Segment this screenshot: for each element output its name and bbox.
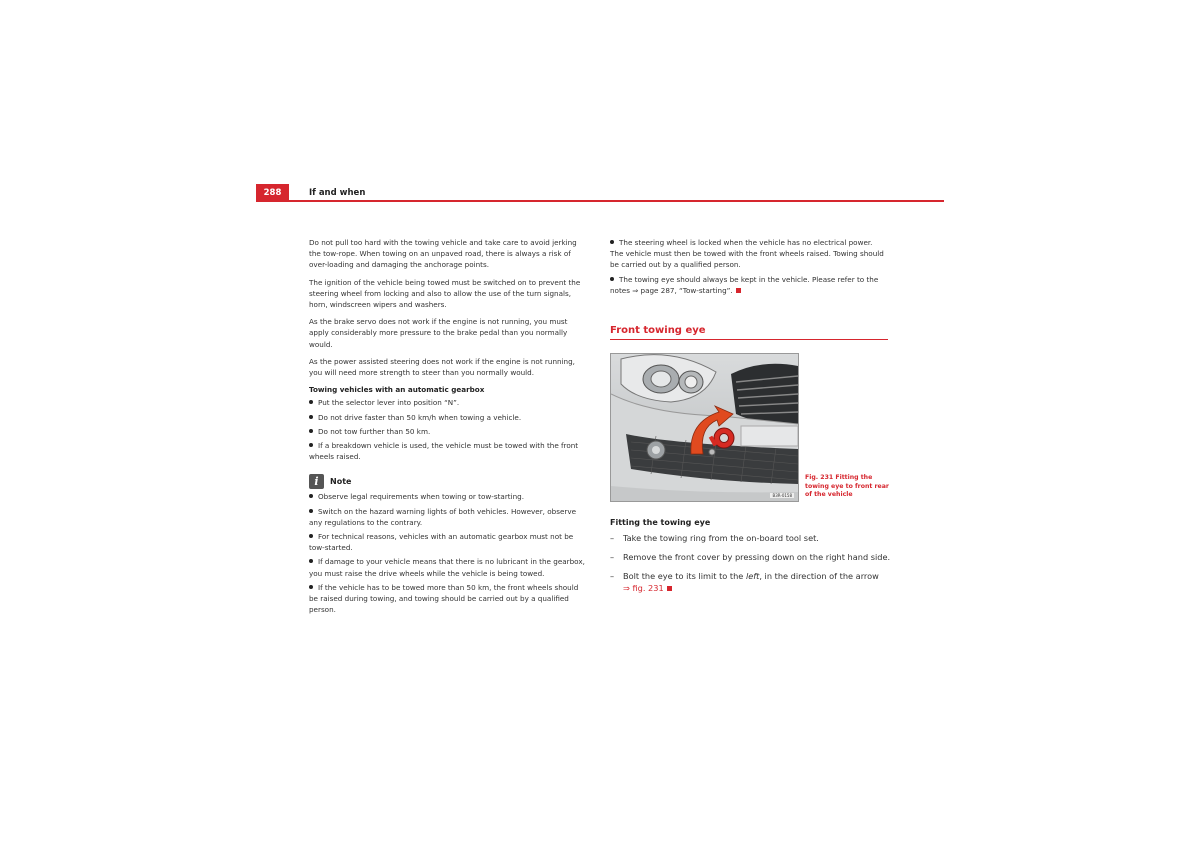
step-text [623,570,879,594]
list-item-text: Do not drive faster than 50 km/h when towing a vehicle. [318,412,522,422]
list-item-text: If the vehicle has to be towed more than 50 km, the front wheels should be raised during towing, and towing should be carried out by a qualified person. [309,582,579,615]
paragraph: As the brake servo does not work if the engine is not running, you must apply considerably more pressure to the brake pedal than you normally would. [309,317,568,349]
list-item-text: Observe legal requirements when towing or tow-starting. [318,492,525,502]
step-text: Remove the front cover by pressing down on the right hand side. [623,552,891,562]
list-item-text: The towing eye should always be kept in the vehicle. Please refer to the notes ⇒ page 287, “Tow-starting”. [610,274,879,295]
note-header [309,474,587,489]
bullet-icon [309,585,313,589]
bullet-icon [309,429,313,433]
step-item [610,532,895,544]
subheading-automatic-gearbox: Towing vehicles with an automatic gearbox [309,385,485,395]
dash-icon: – [610,552,615,562]
step-item [610,570,895,594]
paragraph: Do not pull too hard with the towing vehicle and take care to avoid jerking the tow-rope. When towing on an unpaved road, there is always a risk of over-loading and damaging the anchorage points. [309,238,577,270]
list-item-text: For technical reasons, vehicles with an automatic gearbox must not be tow-started. [309,532,574,553]
list-item-text: If a breakdown vehicle is used, the vehicle must be towed with the front wheels raised. [309,441,579,462]
bullet-icon [309,509,313,513]
left-column [309,237,587,618]
bullet-icon [309,494,313,498]
dash-icon: – [610,533,615,543]
bullet-icon [309,415,313,419]
step-text-emphasis: left [745,571,760,581]
step-text-part: , in the direction of the arrow [759,571,879,581]
end-marker-icon [667,586,672,591]
paragraph: The ignition of the vehicle being towed must be switched on to prevent the steering wheel from locking and also to allow the use of the turn signals, horn, windscreen wipers and washers. [309,277,581,310]
list-item-text: Put the selector lever into position “N”. [318,398,460,408]
bullet-icon [309,443,313,447]
list-item [309,582,587,616]
figure-code: B3R-0158 [772,493,792,498]
step-item [610,551,895,563]
car-front-illustration [611,354,798,501]
step-text: Take the towing ring from the on-board tool set. [623,533,819,543]
list-item [610,274,888,296]
section-rule [610,339,888,340]
list-item-text: Do not tow further than 50 km. [318,426,431,436]
header-rule [256,200,944,202]
list-item [309,506,587,528]
note-title: Note [330,477,352,487]
list-item [309,426,587,437]
bullet-icon [610,240,614,244]
paragraph: As the power assisted steering does not work if the engine is not running, you will need more strength to steer than you normally would. [309,356,575,378]
subheading-fitting: Fitting the towing eye [610,518,711,527]
fitting-steps [610,517,895,601]
bullet-icon [309,534,313,538]
step-text-part: Bolt the eye to its limit to the [623,571,746,581]
list-item-text: The steering wheel is locked when the vehicle has no electrical power. The vehicle must then be towed with the front wheels raised. Towing should be carried out by a qualified person. [610,238,884,270]
list-item [309,397,587,408]
list-item-text: Switch on the hazard warning lights of both vehicles. However, observe any regulations to the contrary. [309,506,577,527]
list-item-text: If damage to your vehicle means that there is no lubricant in the gearbox, you must raise the drive wheels while the vehicle is being towed. [309,557,585,578]
bullet-icon [309,559,313,563]
list-item [309,440,587,462]
dash-icon: – [610,571,615,581]
list-item [309,556,587,578]
list-item [610,237,888,271]
right-column [610,237,888,299]
page-number: 288 [256,184,289,201]
bullet-icon [309,400,313,404]
info-icon: i [309,474,324,489]
bullet-icon [610,277,614,281]
towing-eye-figure [610,353,799,502]
list-item [309,491,587,502]
list-item [309,412,587,423]
figure-caption: Fig. 231 Fitting the towing eye to front rear of the vehicle [805,474,889,498]
section-title: Front towing eye [610,325,706,336]
list-item [309,531,587,553]
chapter-title: If and when [309,188,366,198]
figure-reference-link[interactable]: ⇒ fig. 231 [623,583,664,593]
end-marker-icon [736,288,741,293]
